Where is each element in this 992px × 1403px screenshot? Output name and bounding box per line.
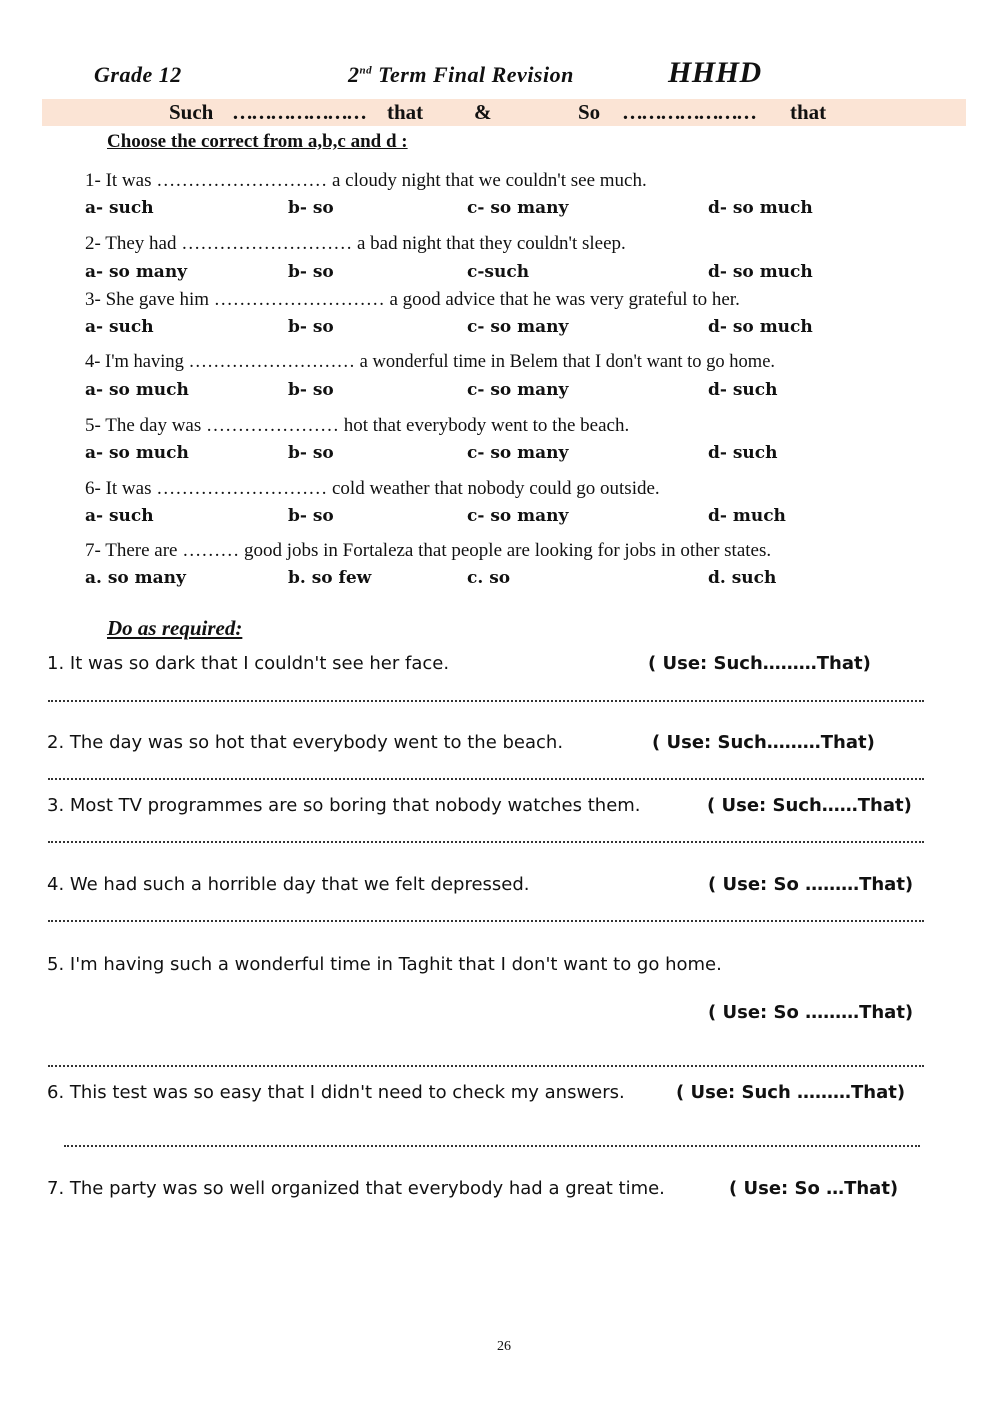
- option-7c: c. so: [467, 568, 511, 588]
- option-1b: b- so: [288, 198, 334, 218]
- option-7a: a. so many: [85, 568, 186, 588]
- do-item-5-hint: ( Use: So ………That): [708, 1002, 914, 1023]
- answer-line-3[interactable]: [48, 841, 924, 843]
- option-6c: c- so many: [467, 506, 569, 526]
- question-4: 4- I'm having ……………………… a wonderful time in Belem that I don't want to go home.: [85, 352, 776, 372]
- question-7: 7- There are ……… good jobs in Fortaleza that people are looking for jobs in other states.: [85, 540, 772, 561]
- option-4c: c- so many: [467, 380, 569, 400]
- do-item-5: 5. I'm having such a wonderful time in Taghit that I don't want to go home.: [47, 954, 722, 975]
- option-4a: a- so much: [85, 380, 189, 400]
- option-3b: b- so: [288, 317, 334, 337]
- do-item-7: 7. The party was so well organized that everybody had a great time.: [47, 1178, 665, 1199]
- grade-label: Grade 12: [94, 62, 182, 87]
- option-1a: a- such: [85, 198, 154, 218]
- option-7b: b. so few: [288, 568, 372, 588]
- question-5: 5- The day was ………………… hot that everybody went to the beach.: [85, 415, 630, 436]
- banner-that-1: that: [387, 100, 424, 124]
- option-1c: c- so many: [467, 198, 569, 218]
- topic-banner: [42, 99, 966, 126]
- answer-line-2[interactable]: [48, 778, 924, 780]
- option-6d: d- much: [708, 506, 786, 526]
- option-4b: b- so: [288, 380, 334, 400]
- do-item-2-hint: ( Use: Such………That): [652, 732, 875, 753]
- option-3c: c- so many: [467, 317, 569, 337]
- mcq-instruction: Choose the correct from a,b,c and d :: [107, 131, 408, 152]
- do-item-1-hint: ( Use: Such………That): [648, 653, 871, 674]
- do-item-6-hint: ( Use: Such ………That): [676, 1082, 906, 1103]
- banner-so-dots: …………………: [622, 100, 755, 124]
- question-2: 2- They had ……………………… a bad night that they couldn't sleep.: [85, 233, 626, 254]
- option-7d: d. such: [708, 568, 777, 588]
- option-1d: d- so much: [708, 198, 813, 218]
- option-6a: a- such: [85, 506, 154, 526]
- option-3a: a- such: [85, 317, 154, 337]
- term-title: Term Final Revision: [378, 62, 574, 87]
- do-item-4: 4. We had such a horrible day that we felt depressed.: [47, 874, 530, 895]
- banner-such-dots: …………………: [232, 100, 365, 124]
- answer-line-1[interactable]: [48, 700, 924, 702]
- do-item-4-hint: ( Use: So ………That): [708, 874, 914, 895]
- option-2b: b- so: [288, 262, 334, 282]
- answer-line-5[interactable]: [48, 1065, 924, 1067]
- do-item-6: 6. This test was so easy that I didn't need to check my answers.: [47, 1082, 625, 1103]
- banner-such: Such: [169, 100, 214, 124]
- question-1: 1- It was ……………………… a cloudy night that we couldn't see much.: [85, 170, 647, 191]
- option-3d: d- so much: [708, 317, 813, 337]
- do-item-1: 1. It was so dark that I couldn't see her face.: [47, 653, 450, 674]
- answer-line-4[interactable]: [48, 920, 924, 922]
- option-5b: b- so: [288, 443, 334, 463]
- option-4d: d- such: [708, 380, 778, 400]
- answer-line-6[interactable]: [64, 1145, 920, 1147]
- question-3: 3- She gave him ……………………… a good advice that he was very grateful to her.: [85, 289, 740, 310]
- do-section-title: Do as required:: [107, 616, 243, 640]
- header-code: HHHD: [668, 56, 762, 89]
- question-6: 6- It was ……………………… cold weather that nobody could go outside.: [85, 478, 660, 499]
- term-suffix: nd: [359, 64, 373, 77]
- option-5a: a- so much: [85, 443, 189, 463]
- term-number: 2: [348, 62, 360, 87]
- banner-so: So: [578, 100, 601, 124]
- do-item-7-hint: ( Use: So …That): [729, 1178, 899, 1199]
- revision-title: [348, 62, 574, 88]
- banner-that-2: that: [790, 100, 827, 124]
- option-2a: a- so many: [85, 262, 188, 282]
- do-item-2: 2. The day was so hot that everybody went to the beach.: [47, 732, 564, 753]
- do-item-3: 3. Most TV programmes are so boring that nobody watches them.: [47, 795, 641, 816]
- option-5c: c- so many: [467, 443, 569, 463]
- option-2d: d- so much: [708, 262, 813, 282]
- option-2c: c-such: [467, 262, 530, 282]
- option-6b: b- so: [288, 506, 334, 526]
- banner-ampersand: &: [474, 100, 492, 124]
- option-5d: d- such: [708, 443, 778, 463]
- page-number: 26: [497, 1339, 511, 1354]
- do-item-3-hint: ( Use: Such……That): [707, 795, 912, 816]
